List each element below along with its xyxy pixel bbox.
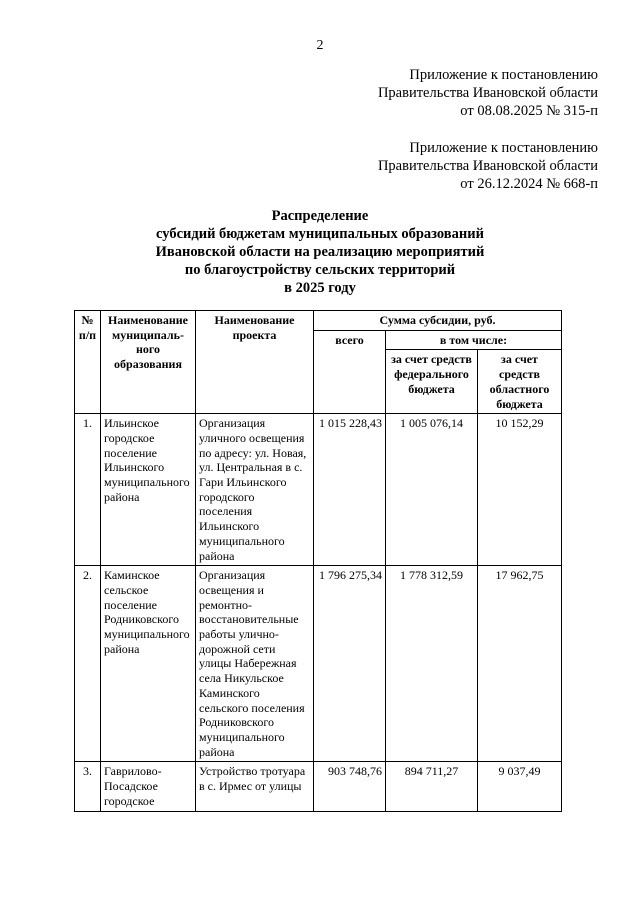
header-sum: Сумма субсидии, руб. [314, 311, 562, 331]
row-project: Организация уличного освещения по адресу: ул. Новая, ул. Центральная в с. Гари Ильинского городского поселения Ильинского муниципального района [196, 414, 314, 566]
appendix-line: Приложение к постановлению [409, 67, 598, 83]
appendix-line: Правительства Ивановской области [377, 85, 598, 101]
document-title [0, 207, 640, 297]
header-including: в том числе: [386, 330, 562, 350]
row-municipality: Ильинское городское поселение Ильинского муниципального района [101, 414, 196, 566]
row-federal: 1 778 312,59 [386, 566, 478, 762]
table-row [75, 762, 562, 811]
row-num: 1. [75, 414, 101, 566]
header-federal: за счет средств федерального бюджета [386, 350, 478, 414]
appendix-line: от 08.08.2025 № 315-п [460, 103, 598, 119]
header-municipality: Наименование муниципаль-ного образования [101, 311, 196, 414]
row-project: Организация освещения и ремонтно-восстановительные работы улично-дорожной сети улицы Набережная села Никульское Каминского сельского поселения Родниковского муниципального района [196, 566, 314, 762]
header-num: № п/п [75, 311, 101, 414]
title-line: Ивановской области на реализацию мероприятий [155, 244, 485, 260]
row-total: 903 748,76 [314, 762, 386, 811]
row-regional: 9 037,49 [478, 762, 562, 811]
appendix-line: Правительства Ивановской области [377, 158, 598, 174]
subsidy-table [74, 310, 562, 812]
row-total: 1 015 228,43 [314, 414, 386, 566]
title-line: Распределение [271, 208, 369, 224]
title-line: по благоустройству сельских территорий [184, 262, 456, 278]
row-municipality: Каминское сельское поселение Родниковского муниципального района [101, 566, 196, 762]
row-regional: 10 152,29 [478, 414, 562, 566]
header-project: Наименование проекта [196, 311, 314, 414]
row-regional: 17 962,75 [478, 566, 562, 762]
title-line: субсидий бюджетам муниципальных образований [156, 226, 484, 242]
appendix-line: Приложение к постановлению [409, 140, 598, 156]
table-row [75, 414, 562, 566]
row-project: Устройство тротуара в с. Ирмес от улицы [196, 762, 314, 811]
table-row [75, 566, 562, 762]
row-federal: 894 711,27 [386, 762, 478, 811]
row-municipality: Гаврилово-Посадское городское [101, 762, 196, 811]
header-regional: за счет средств областного бюджета [478, 350, 562, 414]
header-total: всего [314, 330, 386, 414]
appendix-reference-previous [378, 139, 598, 193]
row-num: 3. [75, 762, 101, 811]
row-num: 2. [75, 566, 101, 762]
row-total: 1 796 275,34 [314, 566, 386, 762]
row-federal: 1 005 076,14 [386, 414, 478, 566]
title-line: в 2025 году [284, 280, 356, 296]
page-number: 2 [316, 38, 324, 53]
appendix-line: от 26.12.2024 № 668-п [460, 176, 598, 192]
appendix-reference-current [378, 66, 598, 120]
